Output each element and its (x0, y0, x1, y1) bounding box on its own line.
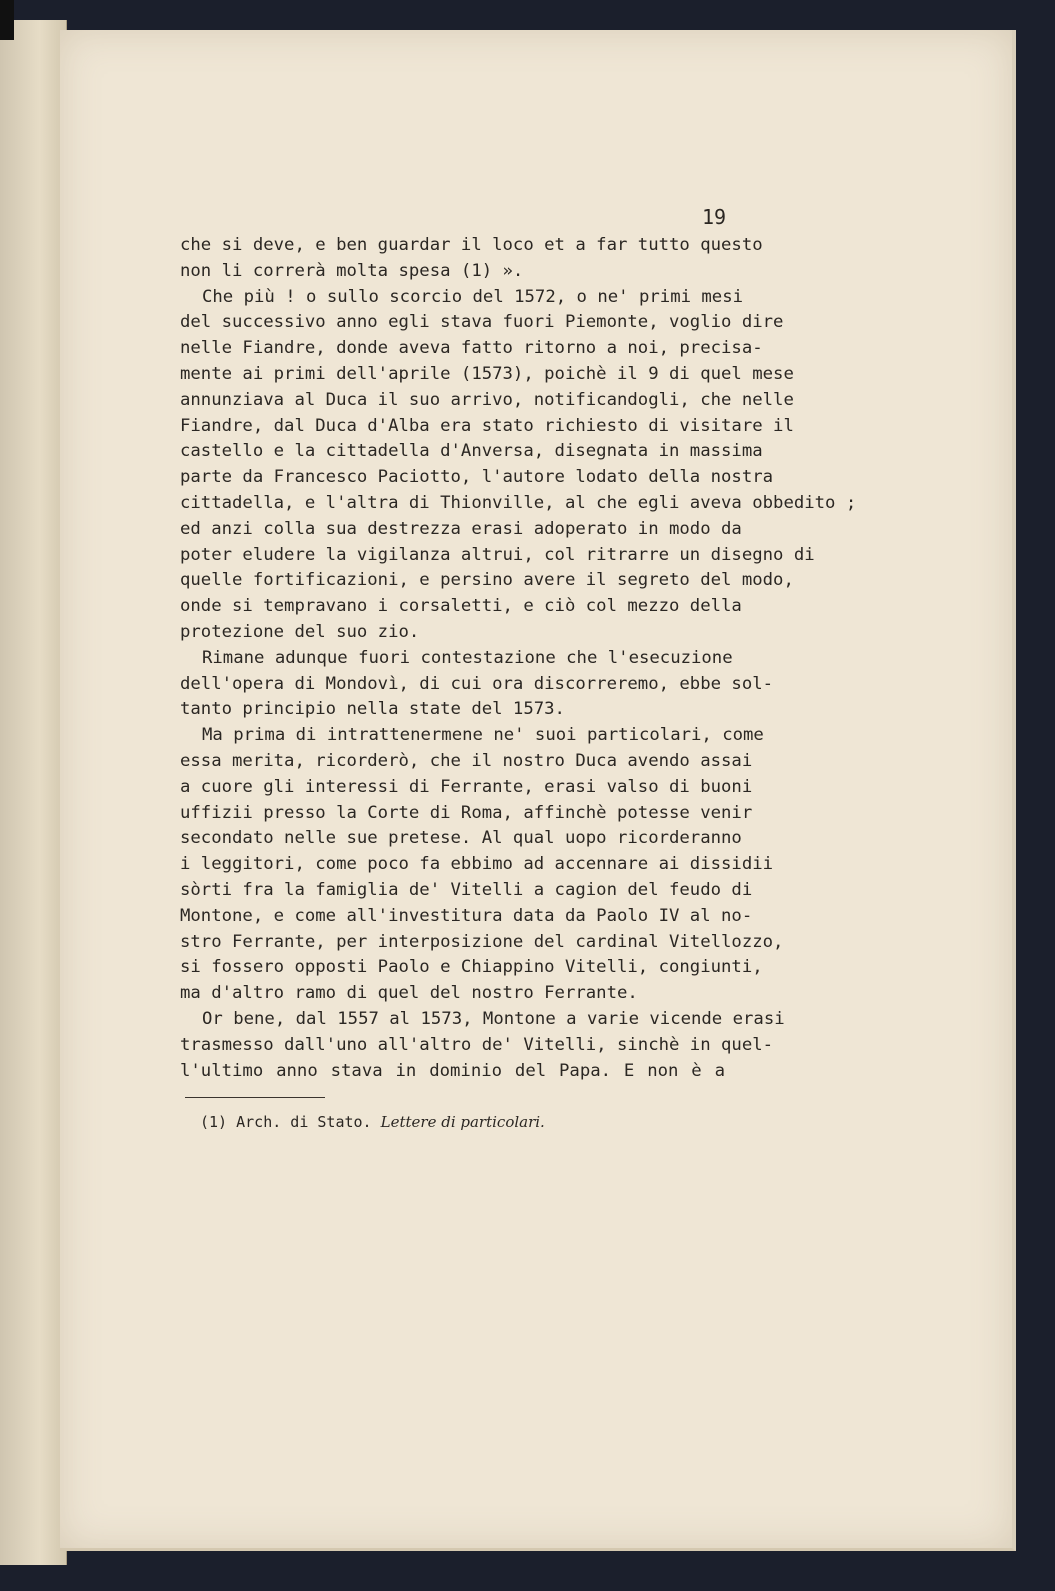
text-line: poter eludere la vigilanza altrui, col ritrarre un disegno di (180, 544, 815, 565)
text-line: parte da Francesco Paciotto, l'autore lodato della nostra (180, 467, 774, 488)
text-line: stro Ferrante, per interposizione del cardinal Vitellozzo, (180, 931, 784, 952)
text-line: ed anzi colla sua destrezza erasi adoperato in modo da (180, 518, 742, 539)
text-line: si fossero opposti Paolo e Chiappino Vitelli, congiunti, (180, 957, 763, 978)
text-line: sòrti fra la famiglia de' Vitelli a cagion del feudo di (180, 879, 753, 900)
text-line: Ma prima di intrattenermene ne' suoi particolari, come (202, 725, 764, 746)
text-line: i leggitori, come poco fa ebbimo ad accennare ai dissidii (180, 854, 774, 875)
text-line: a cuore gli interessi di Ferrante, erasi valso di buoni (180, 776, 753, 797)
footnote-marker: (1) (200, 1113, 228, 1131)
text-line: cittadella, e l'altra di Thionville, al che egli aveva obbedito ; (180, 492, 857, 513)
text-line: Rimane adunque fuori contestazione che l'esecuzione (202, 647, 733, 668)
text-line: protezione del suo zio. (180, 621, 420, 642)
text-line: castello e la cittadella d'Anversa, disegnata in massima (180, 441, 763, 462)
binding-shadow (0, 0, 14, 40)
text-line: Fiandre, dal Duca d'Alba era stato richiesto di visitare il (180, 415, 794, 436)
footnote-italic-text: Lettere di particolari. (380, 1113, 545, 1131)
text-line: annunziava al Duca il suo arrivo, notificandogli, che nelle (180, 389, 794, 410)
text-line: del successivo anno egli stava fuori Piemonte, voglio dire (180, 312, 784, 333)
text-line: quelle fortificazioni, e persino avere il segreto del modo, (180, 570, 794, 591)
body-text (180, 233, 857, 1084)
text-line: onde si tempravano i corsaletti, e ciò col mezzo della (180, 596, 742, 617)
text-line: non li correrà molta spesa (1) ». (180, 260, 524, 281)
footnote (200, 1113, 545, 1131)
text-line: nelle Fiandre, donde aveva fatto ritorno a noi, precisa- (180, 338, 763, 359)
text-line: trasmesso dall'uno all'altro de' Vitelli, sinchè in quel- (180, 1034, 774, 1055)
text-line: Montone, e come all'investitura data da Paolo IV al no- (180, 905, 753, 926)
text-line: tanto principio nella state del 1573. (180, 699, 565, 720)
left-page-edge (0, 20, 67, 1565)
text-line: essa merita, ricorderò, che il nostro Duca avendo assai (180, 750, 753, 771)
page-number: 19 (702, 205, 727, 229)
text-line: Che più ! o sullo scorcio del 1572, o ne' primi mesi (202, 286, 744, 307)
text-line: ma d'altro ramo di quel del nostro Ferrante. (180, 983, 638, 1004)
text-line: l'ultimo anno stava in dominio del Papa. E non è a (180, 1060, 725, 1081)
text-line: mente ai primi dell'aprile (1573), poichè il 9 di quel mese (180, 363, 794, 384)
text-line: che si deve, e ben guardar il loco et a far tutto questo (180, 235, 763, 255)
text-line: dell'opera di Mondovì, di cui ora discorreremo, ebbe sol- (180, 673, 774, 694)
footnote-text: Arch. di Stato. (236, 1113, 372, 1131)
footnote-divider (185, 1097, 325, 1098)
text-line: uffizii presso la Corte di Roma, affinchè potesse venir (180, 802, 753, 823)
text-line: Or bene, dal 1557 al 1573, Montone a varie vicende erasi (202, 1008, 785, 1029)
text-line: secondato nelle sue pretese. Al qual uopo ricorderanno (180, 828, 742, 849)
